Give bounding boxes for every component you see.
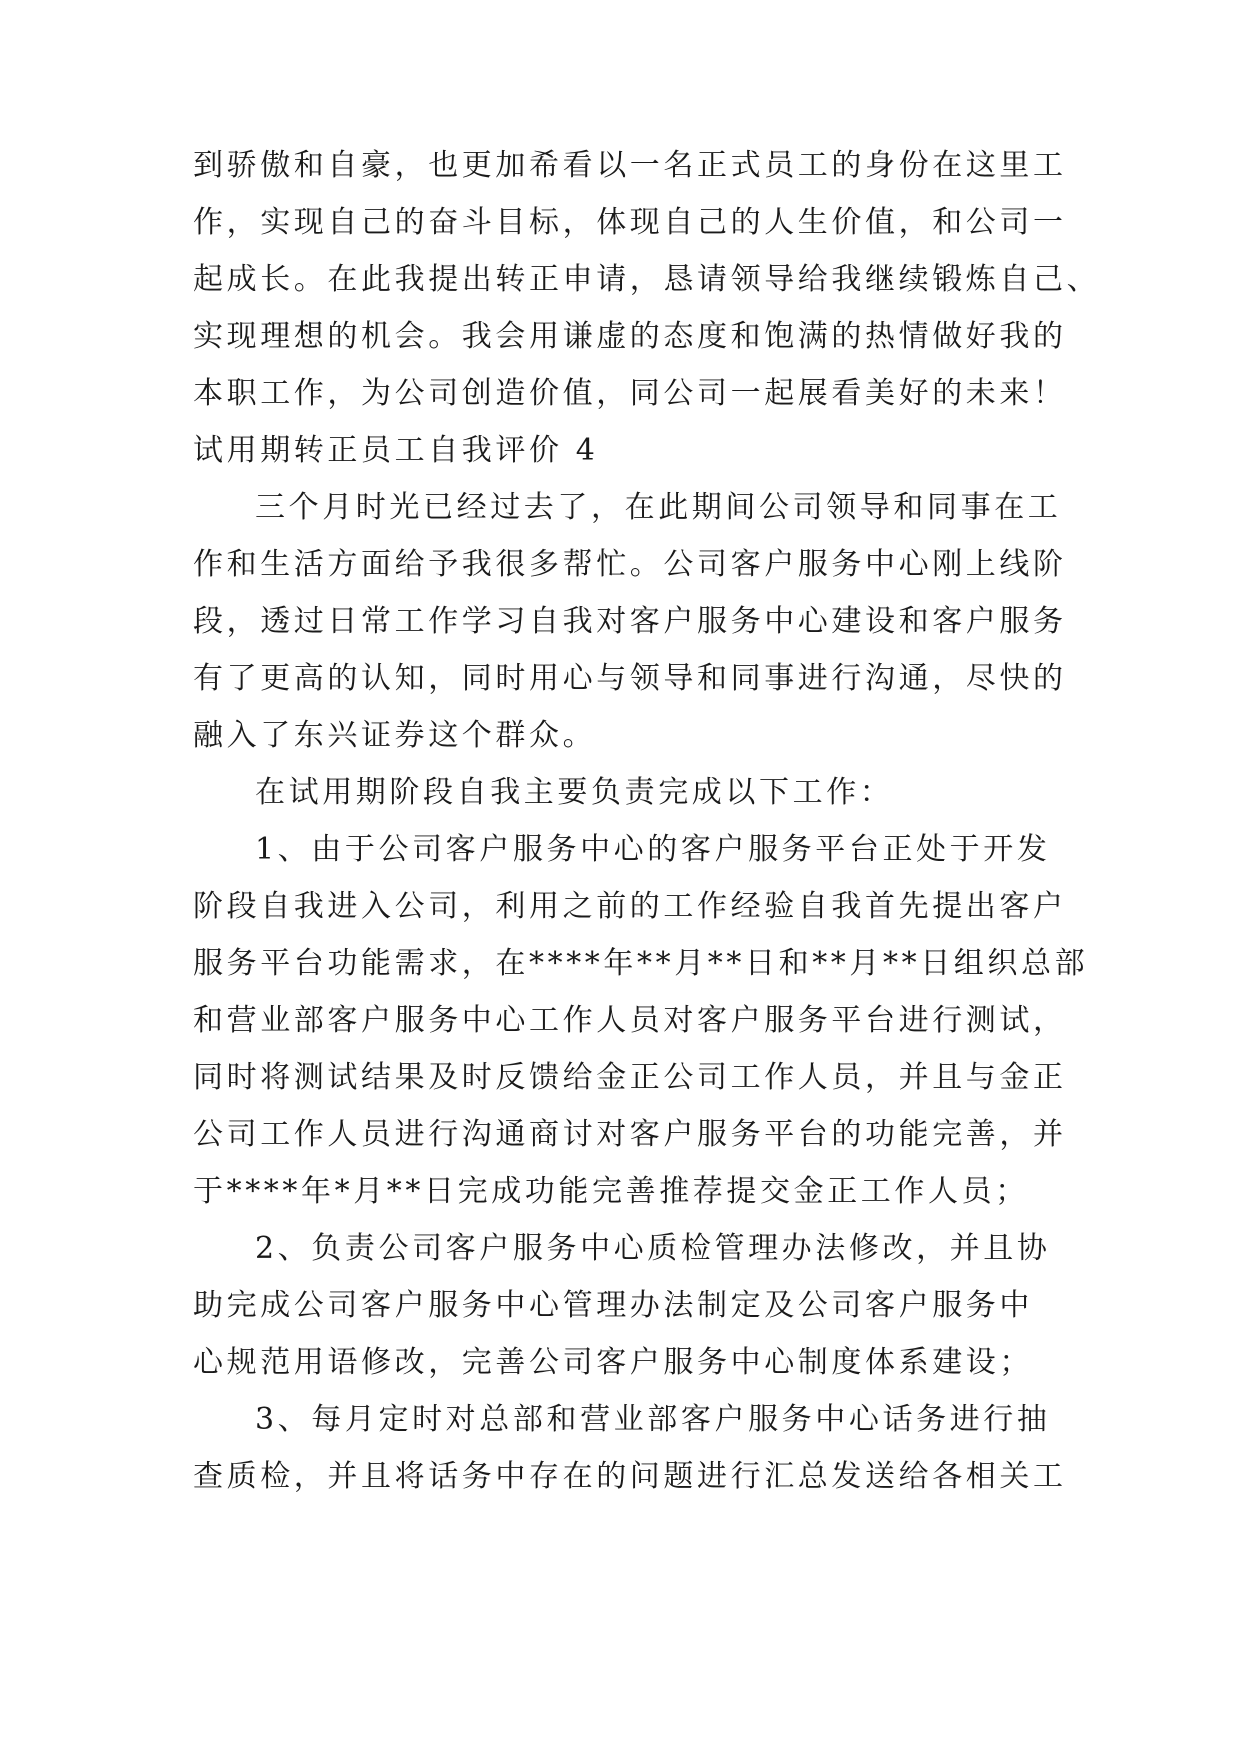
text-line: 实现理想的机会。我会用谦虚的态度和饱满的热情做好我的 — [193, 319, 1067, 354]
text-line: 服务平台功能需求，在****年**月**日和**月**日组织总部 — [193, 946, 1089, 981]
text-line: 和营业部客户服务中心工作人员对客户服务平台进行测试， — [193, 1003, 1067, 1038]
text-line: 阶段自我进入公司，利用之前的工作经验自我首先提出客户 — [193, 889, 1067, 924]
text-line: 段，透过日常工作学习自我对客户服务中心建设和客户服务 — [193, 604, 1067, 639]
text-line: 作，实现自己的奋斗目标，体现自己的人生价值，和公司一 — [193, 205, 1067, 240]
paragraph-first-line: 三个月时光已经过去了，在此期间公司领导和同事在工 — [255, 490, 1062, 525]
text-line: 作和生活方面给予我很多帮忙。公司客户服务中心刚上线阶 — [193, 547, 1067, 582]
text-line: 心规范用语修改，完善公司客户服务中心制度体系建设； — [193, 1345, 1033, 1380]
text-line: 到骄傲和自豪，也更加希看以一名正式员工的身份在这里工 — [193, 148, 1067, 183]
text-line: 查质检，并且将话务中存在的问题进行汇总发送给各相关工 — [193, 1459, 1067, 1494]
text-line: 于****年*月**日完成功能完善推荐提交金正工作人员； — [193, 1174, 1029, 1209]
list-item-3-first-line: 3、每月定时对总部和营业部客户服务中心话务进行抽 — [255, 1402, 1051, 1437]
section-heading: 试用期转正员工自我评价 4 — [193, 433, 599, 468]
text-line: 融入了东兴证券这个群众。 — [193, 718, 597, 753]
text-line: 助完成公司客户服务中心管理办法制定及公司客户服务中 — [193, 1288, 1033, 1323]
list-item-1-first-line: 1、由于公司客户服务中心的客户服务平台正处于开发 — [255, 832, 1051, 867]
list-item-2-first-line: 2、负责公司客户服务中心质检管理办法修改，并且协 — [255, 1231, 1051, 1266]
text-line: 同时将测试结果及时反馈给金正公司工作人员，并且与金正 — [193, 1060, 1067, 1095]
text-line: 公司工作人员进行沟通商讨对客户服务平台的功能完善，并 — [193, 1117, 1067, 1152]
text-line: 起成长。在此我提出转正申请，恳请领导给我继续锻炼自己、 — [193, 262, 1101, 297]
text-line: 本职工作，为公司创造价值，同公司一起展看美好的未来！ — [193, 376, 1067, 411]
paragraph-first-line: 在试用期阶段自我主要负责完成以下工作： — [255, 775, 894, 810]
text-line: 有了更高的认知，同时用心与领导和同事进行沟通，尽快的 — [193, 661, 1067, 696]
